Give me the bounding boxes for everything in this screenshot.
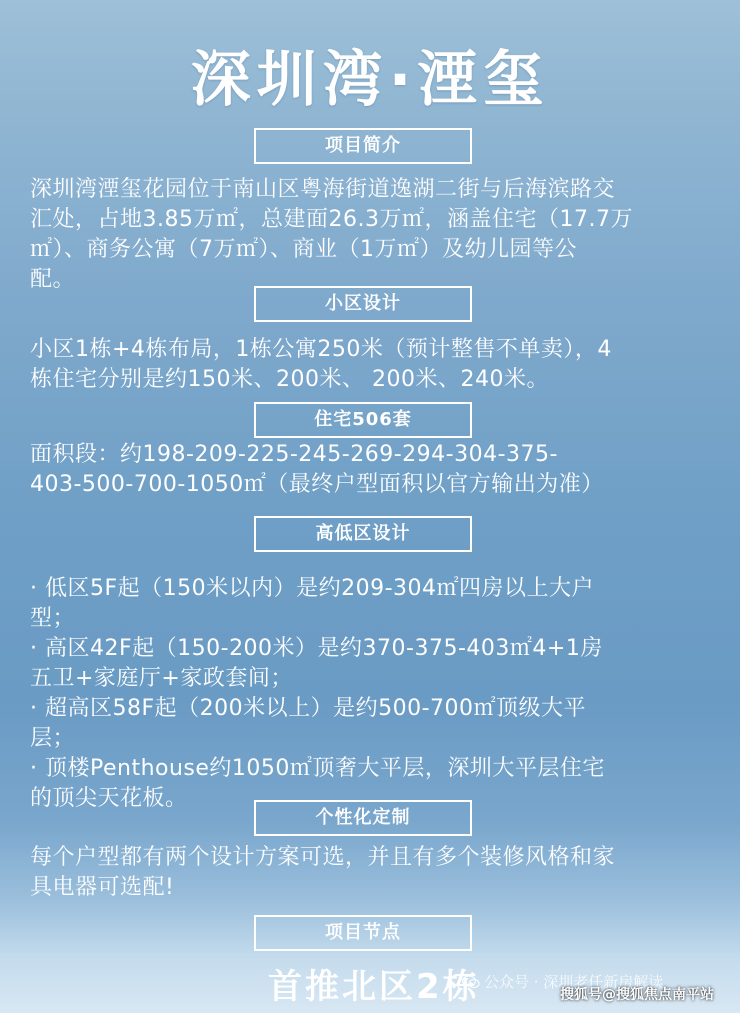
footer-headline: 首推北区2栋 [268,967,480,1007]
text-line: · 低区5F起（150米以内）是约209-304㎡四房以上大户 [30,576,595,601]
text-line: 深圳湾湮玺花园位于南山区粤海街道逸湖二街与后海滨路交 [30,177,616,202]
wechat-icon [462,974,480,988]
text-line: 汇处，占地3.85万㎡，总建面26.3万㎡，涵盖住宅（17.7万 [30,207,633,232]
list-item [30,574,720,634]
section-body-units [30,440,720,500]
section-body-custom [30,843,720,903]
section-body-intro [30,175,720,295]
section-body-zones [30,574,720,814]
list-item [30,694,720,754]
section-heading-milestones: 项目节点 [254,915,472,951]
text-line: 具电器可选配! [30,875,175,900]
text-line: 型； [30,606,76,631]
poster-title: 深圳湾·湮玺 [190,45,550,115]
section-heading-design: 小区设计 [254,286,472,322]
list-item [30,634,720,694]
section-heading-units: 住宅506套 [254,402,472,438]
text-line: ㎡）、商务公寓（7万㎡）、商业（1万㎡）及幼儿园等公 [30,237,577,262]
text-line: 小区1栋+4栋布局，1栋公寓250米（预计整售不单卖），4 [30,337,612,362]
text-line: 配。 [30,267,76,292]
text-line: 每个户型都有两个设计方案可选，并且有多个装修风格和家 [30,845,616,870]
text-line: · 超高区58F起（200米以上）是约500-700㎡顶级大平 [30,696,587,721]
text-line: 403-500-700-1050㎡（最终户型面积以官方输出为准） [30,472,604,497]
sohu-watermark: 搜狐号@搜狐焦点南平站 [560,987,714,1003]
text-line: 层； [30,726,76,751]
text-line: 面积段：约198-209-225-245-269-294-304-375- [30,442,558,467]
text-line: 五卫+家庭厅+家政套间； [30,666,293,691]
text-line: · 高区42F起（150-200米）是约370-375-403㎡4+1房 [30,636,603,661]
section-body-design [30,335,720,395]
text-line: 栋住宅分别是约150米、200米、 200米、240米。 [30,367,549,392]
text-line: 的顶尖天花板。 [30,786,188,811]
wechat-watermark-text: 公众号 · 深圳老任新房解读 [484,973,664,991]
section-heading-intro: 项目简介 [254,128,472,164]
section-heading-zones: 高低区设计 [254,516,472,552]
text-line: · 顶楼Penthouse约1050㎡顶奢大平层，深圳大平层住宅 [30,756,605,781]
section-heading-custom: 个性化定制 [254,800,472,836]
